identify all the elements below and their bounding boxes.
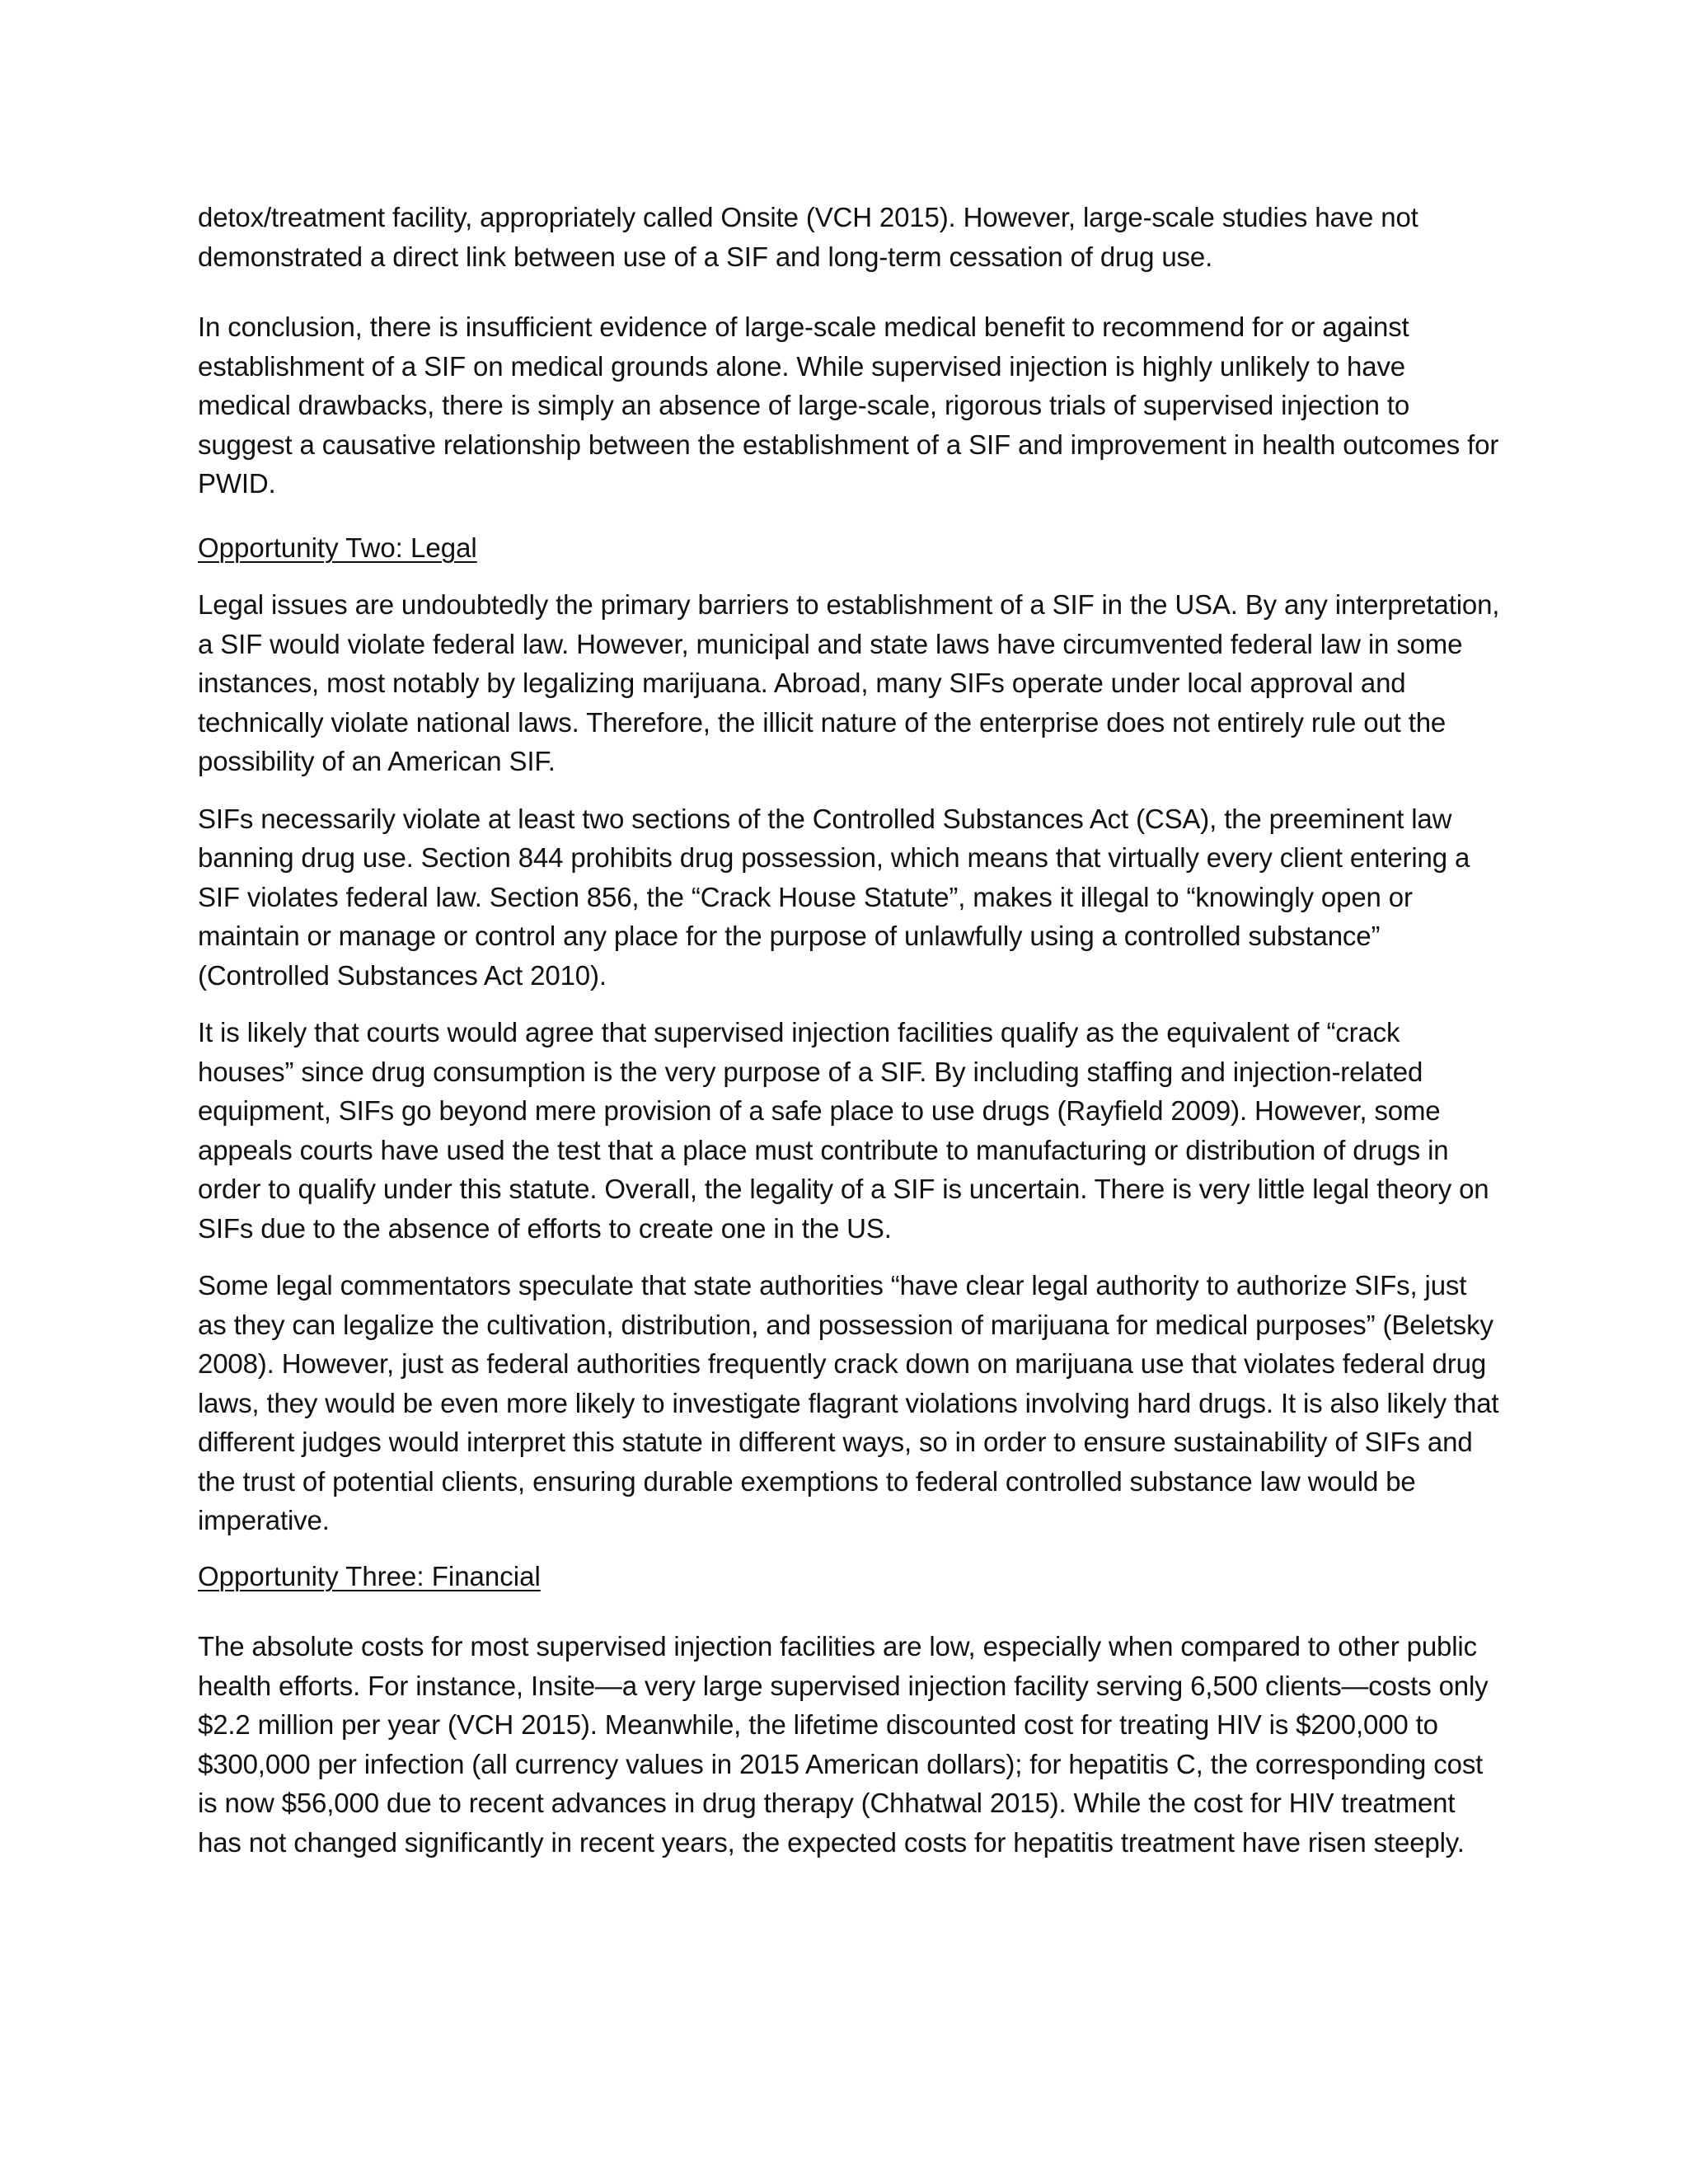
document-page [198, 198, 1500, 1862]
paragraph-crack-houses: It is likely that courts would agree that supervised injection facilities qualify as the equivalent of “crack houses” since drug consumption is the very purpose of a SIF. By including staffing and injection-related equipment, SIFs go beyond mere provision of a safe place to use drugs (Rayfield 2009). However, some appeals courts have used the test that a place must contribute to manufacturing or distribution of drugs in order to qualify under this statute. Overall, the legality of a SIF is uncertain. There is very little legal theory on SIFs due to the absence of efforts to create one in the US. [198, 1017, 1489, 1244]
paragraph-conclusion: In conclusion, there is insufficient evidence of large-scale medical benefit to recommend for or against establishment of a SIF on medical grounds alone. While supervised injection is highly unlikely to have medical drawbacks, there is simply an absence of large-scale, rigorous trials of supervised injection to suggest a causative relationship between the establishment of a SIF and improvement in health outcomes for PWID. [198, 312, 1499, 499]
paragraph-legal-issues: Legal issues are undoubtedly the primary barriers to establishment of a SIF in the USA. By any interpretation, a SIF would violate federal law. However, municipal and state laws have circumvented federal law in some instances, most notably by legalizing marijuana. Abroad, many SIFs operate under local approval and technically violate national laws. Therefore, the illicit nature of the enterprise does not entirely rule out the possibility of an American SIF. [198, 589, 1500, 776]
heading-opportunity-financial: Opportunity Three: Financial [198, 1560, 541, 1591]
paragraph-treatment-facility: detox/treatment facility, appropriately called Onsite (VCH 2015). However, large-scale studies have not demonstrated a direct link between use of a SIF and long-term cessation of drug use. [198, 202, 1418, 272]
paragraph-state-authorities: Some legal commentators speculate that state authorities “have clear legal authority to authorize SIFs, just as they can legalize the cultivation, distribution, and possession of marijuana for medical purposes” (Beletsky 2008). However, just as federal authorities frequently crack down on marijuana use that violates federal drug laws, they would be even more likely to investigate flagrant violations involving hard drugs. It is also likely that different judges would interpret this statute in different ways, so in order to ensure sustainability of SIFs and the trust of potential clients, ensuring durable exemptions to federal controlled substance law would be imperative. [198, 1270, 1499, 1535]
paragraph-costs: The absolute costs for most supervised injection facilities are low, especially when compared to other public health efforts. For instance, Insite—a very large supervised injection facility serving 6,500 clients—costs only $2.2 million per year (VCH 2015). Meanwhile, the lifetime discounted cost for treating HIV is $200,000 to $300,000 per infection (all currency values in 2015 American dollars); for hepatitis C, the corresponding cost is now $56,000 due to recent advances in drug therapy (Chhatwal 2015). While the cost for HIV treatment has not changed significantly in recent years, the expected costs for hepatitis treatment have risen steeply. [198, 1631, 1489, 1858]
heading-opportunity-legal: Opportunity Two: Legal [198, 532, 477, 563]
paragraph-csa-sections: SIFs necessarily violate at least two sections of the Controlled Substances Act (CSA), the preeminent law banning drug use. Section 844 prohibits drug possession, which means that virtually every client entering a SIF violates federal law. Section 856, the “Crack House Statute”, makes it illegal to “knowingly open or maintain or manage or control any place for the purpose of unlawfully using a controlled substance” (Controlled Substances Act 2010). [198, 803, 1470, 991]
